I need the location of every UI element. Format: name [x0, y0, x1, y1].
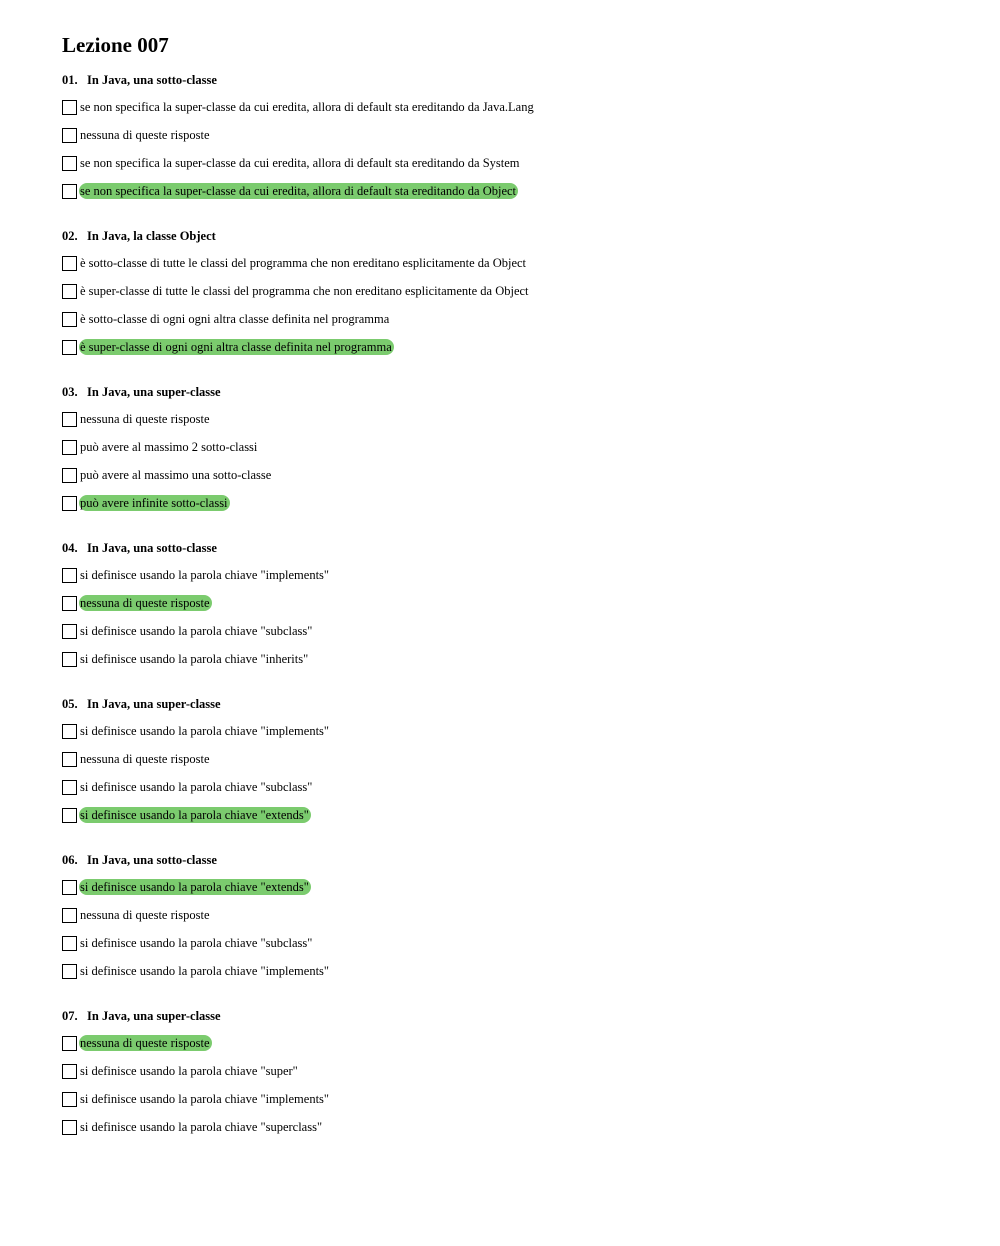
question-number: 02.	[62, 229, 78, 243]
answer-checkbox[interactable]	[62, 964, 77, 979]
answer-checkbox[interactable]	[62, 312, 77, 327]
answer-checkbox[interactable]	[62, 412, 77, 427]
question-number: 06.	[62, 853, 78, 867]
answer-option[interactable]	[62, 567, 962, 595]
quiz-page	[62, 32, 962, 1164]
answer-option[interactable]	[62, 651, 962, 679]
answer-label: si definisce usando la parola chiave "superclass"	[80, 1120, 323, 1134]
question-text: In Java, una sotto-classe	[87, 853, 217, 867]
answer-label: si definisce usando la parola chiave "implements"	[80, 964, 330, 978]
question-number: 01.	[62, 73, 78, 87]
answer-option[interactable]	[62, 1091, 962, 1119]
answer-label: può avere al massimo una sotto-classe	[80, 468, 272, 482]
question-text: In Java, una sotto-classe	[87, 541, 217, 555]
answer-option[interactable]	[62, 411, 962, 439]
answer-checkbox[interactable]	[62, 156, 77, 171]
question-heading	[62, 540, 962, 556]
answer-checkbox[interactable]	[62, 652, 77, 667]
answer-checkbox[interactable]	[62, 468, 77, 483]
answer-checkbox[interactable]	[62, 596, 77, 611]
answer-label: si definisce usando la parola chiave "implements"	[80, 568, 330, 582]
answer-option[interactable]	[62, 1035, 962, 1063]
answer-option[interactable]	[62, 623, 962, 651]
answer-label: nessuna di queste risposte	[80, 128, 210, 142]
answer-option[interactable]	[62, 879, 962, 907]
answer-checkbox[interactable]	[62, 184, 77, 199]
question-block	[62, 384, 962, 523]
answer-label: si definisce usando la parola chiave "subclass"	[80, 936, 313, 950]
answer-label: è super-classe di tutte le classi del programma che non ereditano esplicitamente da Object	[80, 284, 529, 298]
answer-option[interactable]	[62, 467, 962, 495]
question-heading	[62, 384, 962, 400]
answer-option[interactable]	[62, 807, 962, 835]
answer-option[interactable]	[62, 595, 962, 623]
answer-option[interactable]	[62, 183, 962, 211]
answer-checkbox[interactable]	[62, 284, 77, 299]
answer-option[interactable]	[62, 907, 962, 935]
answer-option[interactable]	[62, 963, 962, 991]
answer-label: si definisce usando la parola chiave "subclass"	[80, 780, 313, 794]
answer-checkbox[interactable]	[62, 568, 77, 583]
answer-checkbox[interactable]	[62, 100, 77, 115]
correct-answer-label: nessuna di queste risposte	[80, 1036, 210, 1050]
answer-checkbox[interactable]	[62, 1036, 77, 1051]
answer-checkbox[interactable]	[62, 808, 77, 823]
answer-label: si definisce usando la parola chiave "inherits"	[80, 652, 309, 666]
answer-label: si definisce usando la parola chiave "implements"	[80, 1092, 330, 1106]
answer-checkbox[interactable]	[62, 908, 77, 923]
question-block	[62, 540, 962, 679]
question-list	[62, 72, 962, 1147]
answer-option[interactable]	[62, 99, 962, 127]
correct-answer-label: se non specifica la super-classe da cui eredita, allora di default sta ereditando da Object	[80, 184, 517, 198]
answer-checkbox[interactable]	[62, 256, 77, 271]
question-number: 05.	[62, 697, 78, 711]
question-text: In Java, una sotto-classe	[87, 73, 217, 87]
answer-checkbox[interactable]	[62, 440, 77, 455]
answer-option[interactable]	[62, 255, 962, 283]
answer-checkbox[interactable]	[62, 496, 77, 511]
correct-answer-label: si definisce usando la parola chiave "extends"	[80, 808, 309, 822]
answer-option[interactable]	[62, 1119, 962, 1147]
answer-option[interactable]	[62, 1063, 962, 1091]
question-number: 04.	[62, 541, 78, 555]
question-block	[62, 852, 962, 991]
answer-checkbox[interactable]	[62, 724, 77, 739]
answer-checkbox[interactable]	[62, 1092, 77, 1107]
answer-option[interactable]	[62, 935, 962, 963]
answer-label: si definisce usando la parola chiave "super"	[80, 1064, 298, 1078]
question-text: In Java, una super-classe	[87, 697, 221, 711]
answer-option[interactable]	[62, 779, 962, 807]
question-block	[62, 696, 962, 835]
question-text: In Java, una super-classe	[87, 1009, 221, 1023]
question-number: 07.	[62, 1009, 78, 1023]
question-text: In Java, una super-classe	[87, 385, 221, 399]
question-block	[62, 72, 962, 211]
answer-checkbox[interactable]	[62, 128, 77, 143]
question-text: In Java, la classe Object	[87, 229, 216, 243]
answer-label: si definisce usando la parola chiave "implements"	[80, 724, 330, 738]
answer-option[interactable]	[62, 283, 962, 311]
answer-label: nessuna di queste risposte	[80, 752, 210, 766]
answer-label: si definisce usando la parola chiave "subclass"	[80, 624, 313, 638]
answer-option[interactable]	[62, 723, 962, 751]
answer-label: è sotto-classe di tutte le classi del programma che non ereditano esplicitamente da Object	[80, 256, 527, 270]
answer-option[interactable]	[62, 339, 962, 367]
correct-answer-label: è super-classe di ogni ogni altra classe definita nel programma	[80, 340, 392, 354]
answer-option[interactable]	[62, 311, 962, 339]
answer-checkbox[interactable]	[62, 752, 77, 767]
question-heading	[62, 72, 962, 88]
answer-checkbox[interactable]	[62, 936, 77, 951]
question-block	[62, 228, 962, 367]
question-heading	[62, 1008, 962, 1024]
answer-label: se non specifica la super-classe da cui eredita, allora di default sta ereditando da System	[80, 156, 520, 170]
answer-label: è sotto-classe di ogni ogni altra classe definita nel programma	[80, 312, 390, 326]
question-heading	[62, 228, 962, 244]
question-heading	[62, 696, 962, 712]
answer-checkbox[interactable]	[62, 624, 77, 639]
answer-checkbox[interactable]	[62, 780, 77, 795]
answer-label: se non specifica la super-classe da cui eredita, allora di default sta ereditando da Java.Lang	[80, 100, 534, 114]
correct-answer-label: può avere infinite sotto-classi	[80, 496, 228, 510]
answer-label: nessuna di queste risposte	[80, 908, 210, 922]
answer-checkbox[interactable]	[62, 340, 77, 355]
answer-checkbox[interactable]	[62, 880, 77, 895]
question-number: 03.	[62, 385, 78, 399]
answer-option[interactable]	[62, 127, 962, 155]
question-block	[62, 1008, 962, 1147]
answer-checkbox[interactable]	[62, 1120, 77, 1135]
answer-label: può avere al massimo 2 sotto-classi	[80, 440, 258, 454]
question-heading	[62, 852, 962, 868]
answer-option[interactable]	[62, 439, 962, 467]
correct-answer-label: nessuna di queste risposte	[80, 596, 210, 610]
answer-option[interactable]	[62, 155, 962, 183]
answer-checkbox[interactable]	[62, 1064, 77, 1079]
answer-option[interactable]	[62, 495, 962, 523]
page-title: Lezione 007	[62, 33, 169, 57]
correct-answer-label: si definisce usando la parola chiave "extends"	[80, 880, 309, 894]
answer-option[interactable]	[62, 751, 962, 779]
answer-label: nessuna di queste risposte	[80, 412, 210, 426]
